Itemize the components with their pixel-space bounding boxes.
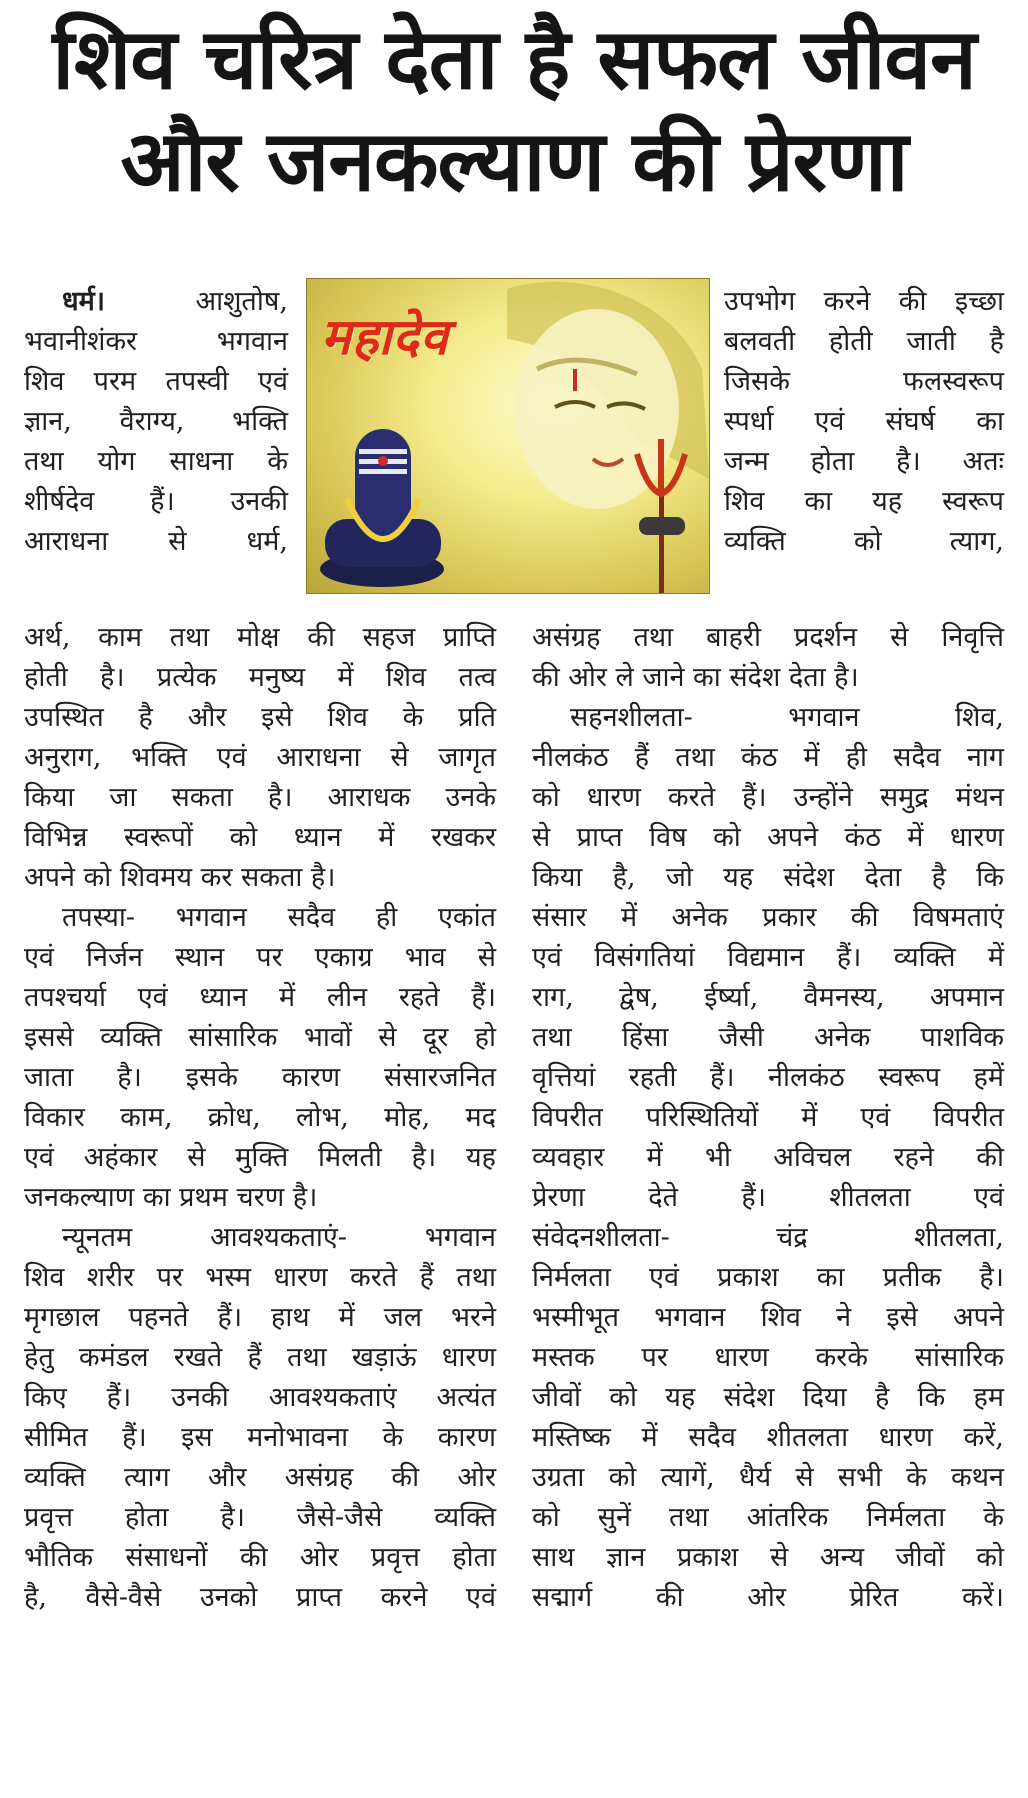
shivling-icon bbox=[320, 429, 444, 587]
col2-line: को धारण करते हैं। उन्होंने समुद्र मंथन bbox=[532, 782, 1004, 813]
dateline-text: आशुतोष, bbox=[104, 286, 288, 317]
col1-line: तपश्चर्या एवं ध्यान में लीन रहते हैं। bbox=[24, 982, 496, 1013]
col1-top-line: आराधना से धर्म, bbox=[24, 526, 288, 557]
col2-line: एवं विसंगतियां विद्यमान हैं। व्यक्ति में bbox=[532, 942, 1004, 973]
col2-top-line: बलवती होती जाती है bbox=[724, 326, 1004, 357]
col1-line: जनकल्याण का प्रथम चरण है। bbox=[24, 1182, 318, 1213]
col1-line: इससे व्यक्ति सांसारिक भावों से दूर हो bbox=[24, 1022, 496, 1053]
col2-line: को सुनें तथा आंतरिक निर्मलता के bbox=[532, 1502, 1004, 1533]
col1-line: एवं निर्जन स्थान पर एकाग्र भाव से bbox=[24, 942, 496, 973]
col1-line: एवं अहंकार से मुक्ति मिलती है। यह bbox=[24, 1142, 496, 1173]
col2-line: भस्मीभूत भगवान शिव ने इसे अपने bbox=[532, 1302, 1004, 1333]
col2-line: प्रेरणा देते हैं। शीतलता एवं bbox=[532, 1182, 1004, 1213]
col1-top-line: शिव परम तपस्वी एवं bbox=[24, 366, 288, 397]
col1-top-line: शीर्षदेव हैं। उनकी bbox=[24, 486, 288, 517]
col2-line: नीलकंठ हैं तथा कंठ में ही सदैव नाग bbox=[532, 742, 1004, 773]
col1-line: विकार काम, क्रोध, लोभ, मोह, मद bbox=[24, 1102, 496, 1133]
col1-line: अनुराग, भक्ति एवं आराधना से जागृत bbox=[24, 742, 496, 773]
col1-top-line: तथा योग साधना के bbox=[24, 446, 288, 477]
col2-line: सद्मार्ग की ओर प्रेरित करें। bbox=[532, 1582, 1004, 1613]
col1-top-line: भवानीशंकर भगवान bbox=[24, 326, 288, 357]
col2-top-line: जन्म होता है। अतः bbox=[724, 446, 1004, 477]
col2-top-line: स्पर्धा एवं संघर्ष का bbox=[724, 406, 1004, 437]
col1-line: हेतु कमंडल रखते हैं तथा खड़ाऊं धारण bbox=[24, 1342, 496, 1373]
col2-line: वृत्तियां रहती हैं। नीलकंठ स्वरूप हमें bbox=[532, 1062, 1004, 1093]
col2-line: सहनशीलता- भगवान शिव, bbox=[570, 702, 1004, 733]
col1-line: जाता है। इसके कारण संसारजनित bbox=[24, 1062, 496, 1093]
col1-line: प्रवृत्त होता है। जैसे-जैसे व्यक्ति bbox=[24, 1502, 496, 1533]
col1-line: होती है। प्रत्येक मनुष्य में शिव तत्व bbox=[24, 662, 496, 693]
col1-line: विभिन्न स्वरूपों को ध्यान में रखकर bbox=[24, 822, 496, 853]
col2-line: निर्मलता एवं प्रकाश का प्रतीक है। bbox=[532, 1262, 1004, 1293]
headline-line-1: शिव चरित्र देता है सफल जीवन bbox=[52, 10, 976, 108]
col2-line: मस्तिष्क में सदैव शीतलता धारण करें, bbox=[532, 1422, 1004, 1453]
col2-line: जीवों को यह संदेश दिया है कि हम bbox=[532, 1382, 1004, 1413]
col2-top-line: व्यक्ति को त्याग, bbox=[724, 526, 1004, 557]
col2-line: साथ ज्ञान प्रकाश से अन्य जीवों को bbox=[532, 1542, 1004, 1573]
col1-line: उपस्थित है और इसे शिव के प्रति bbox=[24, 702, 496, 733]
col1-line: न्यूनतम आवश्यकताएं- भगवान bbox=[62, 1222, 496, 1253]
col1-line: तपस्या- भगवान सदैव ही एकांत bbox=[62, 902, 496, 933]
col1-top-line: ज्ञान, वैराग्य, भक्ति bbox=[24, 406, 288, 437]
headline-line-2: और जनकल्याण की प्रेरणा bbox=[120, 112, 908, 210]
headline bbox=[18, 8, 1010, 212]
mahadev-image bbox=[306, 278, 710, 594]
col2-line: किया है, जो यह संदेश देता है कि bbox=[532, 862, 1004, 893]
col1-line: है, वैसे-वैसे उनको प्राप्त करने एवं bbox=[24, 1582, 496, 1613]
image-title: महादेव bbox=[321, 307, 449, 366]
col1-line: अपने को शिवमय कर सकता है। bbox=[24, 862, 336, 893]
col2-line: मस्तक पर धारण करके सांसारिक bbox=[532, 1342, 1004, 1373]
col1-line: अर्थ, काम तथा मोक्ष की सहज प्राप्ति bbox=[24, 622, 496, 653]
col1-line: व्यक्ति त्याग और असंग्रह की ओर bbox=[24, 1462, 496, 1493]
col2-line: राग, द्वेष, ईर्ष्या, वैमनस्य, अपमान bbox=[532, 982, 1004, 1013]
col1-line: मृगछाल पहनते हैं। हाथ में जल भरने bbox=[24, 1302, 496, 1333]
col2-line: संसार में अनेक प्रकार की विषमताएं bbox=[532, 902, 1004, 933]
col1-line: किए हैं। उनकी आवश्यकताएं अत्यंत bbox=[24, 1382, 496, 1413]
col2-line: संवेदनशीलता- चंद्र शीतलता, bbox=[532, 1222, 1004, 1253]
col2-line: तथा हिंसा जैसी अनेक पाशविक bbox=[532, 1022, 1004, 1053]
col2-line: व्यवहार में भी अविचल रहने की bbox=[532, 1142, 1004, 1173]
col1-line: शिव शरीर पर भस्म धारण करते हैं तथा bbox=[24, 1262, 496, 1293]
col1-line: सीमित हैं। इस मनोभावना के कारण bbox=[24, 1422, 496, 1453]
col2-top-line: जिसके फलस्वरूप bbox=[724, 366, 1004, 397]
col2-top-line: उपभोग करने की इच्छा bbox=[724, 286, 1004, 317]
col2-line: की ओर ले जाने का संदेश देता है। bbox=[532, 662, 859, 693]
dateline: धर्म। bbox=[62, 286, 105, 317]
col2-top-line: शिव का यह स्वरूप bbox=[724, 486, 1004, 517]
col2-line: उग्रता को त्यागें, धैर्य से सभी के कथन bbox=[532, 1462, 1004, 1493]
col2-line: विपरीत परिस्थितियों में एवं विपरीत bbox=[532, 1102, 1004, 1133]
col1-top-line bbox=[24, 282, 288, 322]
col2-line: से प्राप्त विष को अपने कंठ में धारण bbox=[532, 822, 1004, 853]
col1-line: भौतिक संसाधनों की ओर प्रवृत्त होता bbox=[24, 1542, 496, 1573]
col2-line: असंग्रह तथा बाहरी प्रदर्शन से निवृत्ति bbox=[532, 622, 1004, 653]
col1-line: किया जा सकता है। आराधक उनके bbox=[24, 782, 496, 813]
